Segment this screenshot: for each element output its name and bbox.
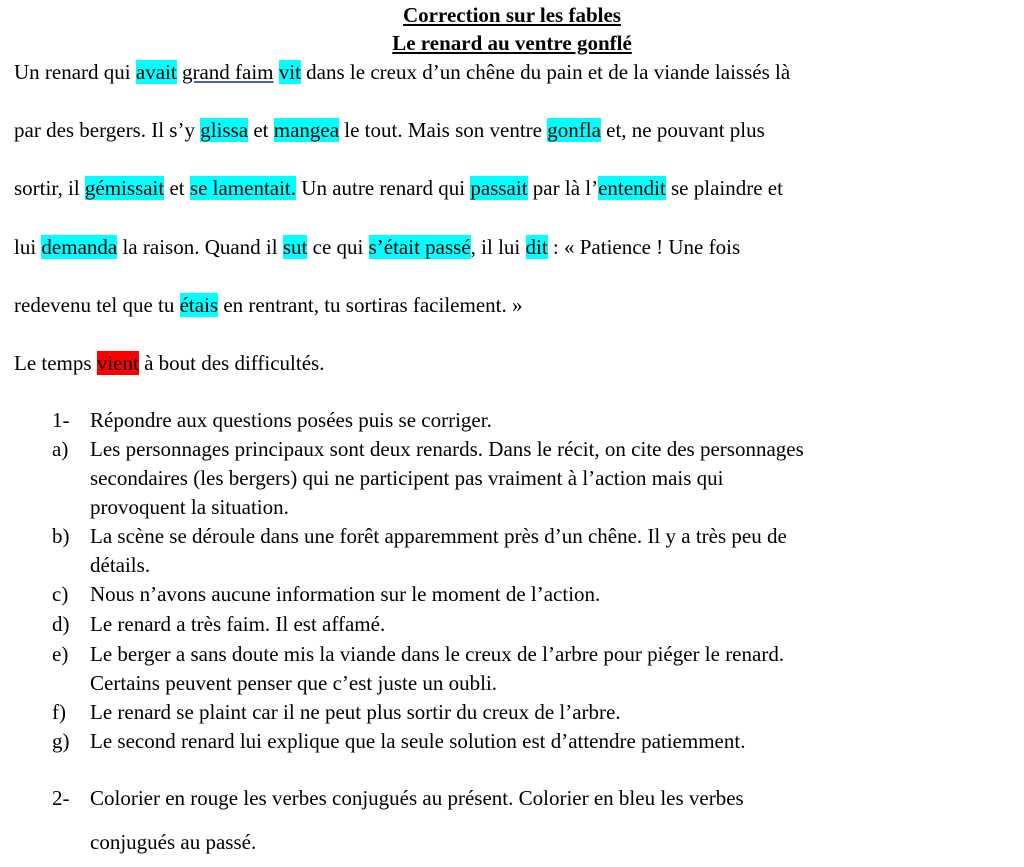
text: sortir, il [14,176,85,200]
verb-highlight-blue: demanda [41,235,118,259]
text: le tout. Mais son ventre [339,118,548,142]
verb-highlight-blue: se lamentait. [189,176,297,200]
list-marker: e) [52,642,69,666]
list-marker: b) [52,524,70,548]
text: Un renard qui [14,60,136,84]
text: se plaindre et [665,176,783,200]
verb-highlight-blue: dit [525,235,548,259]
text: par là l’ [527,176,599,200]
text: et [248,118,274,142]
fable-title: Le renard au ventre gonflé [392,31,632,55]
text: en rentrant, tu sortiras facilement. » [218,293,523,317]
verb-highlight-blue: mangea [273,118,340,142]
text [274,60,279,84]
answer-d-line: Le renard a très faim. Il est affamé. [90,612,386,636]
list-marker: f) [52,700,66,724]
answer-b-line: La scène se déroule dans une forêt apparemment près d’un chêne. Il y a très peu de [90,524,787,548]
answer-f-line: Le renard se plaint car il ne peut plus sortir du creux de l’arbre. [90,700,621,724]
text: Le temps [14,351,97,375]
verb-highlight-blue: étais [179,293,219,317]
verb-highlight-red: vient [96,351,139,375]
answer-b-line: détails. [90,553,151,577]
answer-g-line: Le second renard lui explique que la seule solution est d’attendre patiemment. [90,729,746,753]
list-marker: d) [52,612,70,636]
verb-highlight-blue: passait [470,176,528,200]
answer-a-line: secondaires (les bergers) qui ne participent pas vraiment à l’action mais qui [90,466,724,490]
fable-line-4 [14,233,740,261]
verb-highlight-blue: gonfla [547,118,601,142]
fable-line-2 [14,116,765,144]
question-2-line: Colorier en rouge les verbes conjugués au présent. Colorier en bleu les verbes [90,786,744,810]
verb-highlight-blue: gémissait [84,176,165,200]
text: : « Patience ! Une fois [547,235,741,259]
list-marker: 2- [52,786,70,810]
answer-a-line: Les personnages principaux sont deux renards. Dans le récit, on cite des personnages [90,437,804,461]
question-2-line: conjugués au passé. [90,830,257,854]
text: Un autre renard qui [296,176,471,200]
text: la raison. Quand il [117,235,283,259]
underlined-phrase: grand faim [181,60,274,84]
fable-line-5 [14,291,522,319]
answer-e-line: Certains peuvent penser que c’est juste un oubli. [90,671,498,695]
text: par des bergers. Il s’y [14,118,201,142]
fable-moral [14,349,324,377]
text: et, ne pouvant plus [600,118,765,142]
answer-c-line: Nous n’avons aucune information sur le moment de l’action. [90,582,601,606]
verb-highlight-blue: entendit [598,176,666,200]
answer-e-line: Le berger a sans doute mis la viande dans le creux de l’arbre pour piéger le renard. [90,642,785,666]
list-marker: g) [52,729,70,753]
list-marker: c) [52,582,69,606]
verb-highlight-blue: s’était passé [368,235,471,259]
text: à bout des difficultés. [138,351,325,375]
verb-highlight-blue: sut [282,235,308,259]
text: , il lui [470,235,526,259]
fable-line-3 [14,174,783,202]
list-marker: a) [52,437,69,461]
verb-highlight-blue: glissa [200,118,249,142]
text: redevenu tel que tu [14,293,180,317]
document-title: Correction sur les fables [403,3,621,27]
fable-line-1 [14,58,790,86]
text: ce qui [307,235,369,259]
text: lui [14,235,42,259]
verb-highlight-blue: avait [135,60,177,84]
text: dans le creux d’un chêne du pain et de la viande laissés là [300,60,791,84]
list-marker: 1- [52,408,70,432]
verb-highlight-blue: vit [278,60,301,84]
answer-a-line: provoquent la situation. [90,495,289,519]
text: et [164,176,190,200]
question-1-text: Répondre aux questions posées puis se corriger. [90,408,492,432]
